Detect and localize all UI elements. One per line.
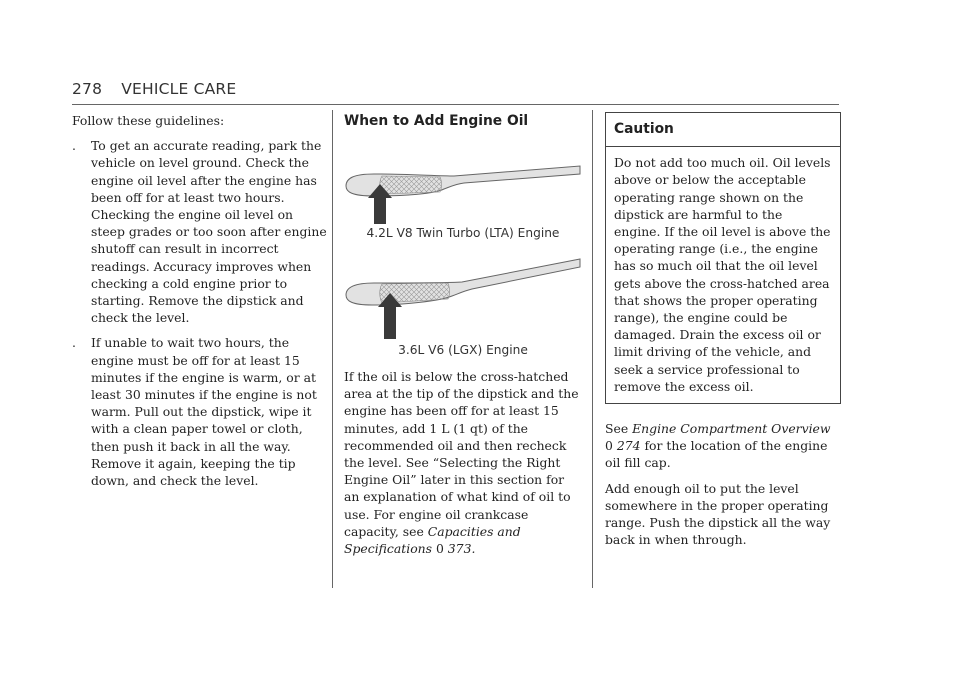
see-prefix: See <box>605 421 629 437</box>
figure-caption: 3.6L V6 (LGX) Engine <box>398 343 528 357</box>
bullet-marker: . <box>72 335 76 351</box>
bullet-text: To get an accurate reading, park the vehicle on level ground. Check the engine oil level after the engine has been off for at least two hours. Checking the engine oil level on steep grades or too soon after engine shutoff can result in incorrect readings. Accuracy improves when checking a cold engine prior to starting. Remove the dipstick and check the level. <box>91 138 327 326</box>
bullet-marker: . <box>72 138 76 154</box>
body-paragraph <box>344 368 582 557</box>
body-paragraph-2: Add enough oil to put the level somewhere in the proper operating range. Push the dipstick all the way back in when through. <box>605 480 831 548</box>
column-right <box>605 112 841 556</box>
caution-text: Do not add too much oil. Oil levels above or below the acceptable operating range shown on the dipstick are harmful to the engine. If the oil level is above the operating range (i.e., the engine has so much oil that the oil level gets above the cross-hatched area that shows the proper operating range), the engine could be damaged. Drain the excess oil or limit driving of the vehicle, and seek a service professional to remove the excess oil. <box>614 155 831 394</box>
column-divider-right <box>592 110 593 588</box>
caution-title: Caution <box>606 113 840 147</box>
body-paragraph <box>605 420 841 472</box>
section-title: VEHICLE CARE <box>121 80 237 98</box>
page-number: 278 <box>72 80 103 98</box>
see-suffix: for the location of the engine oil fill cap. <box>605 438 828 471</box>
intro-text: Follow these guidelines: <box>72 113 225 128</box>
page-header <box>72 80 839 105</box>
page-ref[interactable]: 373 <box>447 541 472 557</box>
column-left <box>72 112 328 497</box>
bullet-text: If unable to wait two hours, the engine must be off for at least 15 minutes if the engine is warm, or at least 30 minutes if the engine is not warm. Pull out the dipstick, wipe it with a clean paper towel or cloth, then push it back in all the way. Remove it again, keeping the tip down, and check the level. <box>91 335 317 489</box>
cross-reference-link[interactable]: Capacities and Specifications <box>344 523 521 557</box>
page-ref[interactable]: 274 <box>616 438 641 454</box>
dipstick-figure-lta <box>344 134 582 241</box>
section-heading: When to Add Engine Oil <box>344 113 529 129</box>
column-divider-left <box>332 110 333 588</box>
list-item <box>72 137 328 326</box>
dipstick-figure-lgx <box>344 247 582 358</box>
guidelines-list <box>72 137 328 489</box>
list-item <box>72 334 328 489</box>
caution-box <box>605 112 841 404</box>
dipstick-lgx-illustration <box>344 247 582 343</box>
page-ref-symbol: 0 <box>605 438 613 454</box>
dipstick-lta-illustration <box>344 134 582 226</box>
cross-reference-link[interactable]: Engine Compartment Overview <box>632 421 831 437</box>
paragraph-text: If the oil is below the cross-hatched area at the tip of the dipstick and the engine has been off for at least 15 minutes, add 1 L (1 qt) of the recommended oil and then recheck the level. See “Selecting the Right Engine Oil” later in this section for an explanation of what kind of oil to use. For engine oil crankcase capacity, see <box>344 369 579 539</box>
column-middle <box>344 112 582 565</box>
page-ref-symbol: 0 <box>435 541 444 557</box>
cross-hatch-area <box>380 176 442 194</box>
end-punct: . <box>471 541 476 557</box>
figure-caption: 4.2L V8 Twin Turbo (LTA) Engine <box>366 226 560 240</box>
